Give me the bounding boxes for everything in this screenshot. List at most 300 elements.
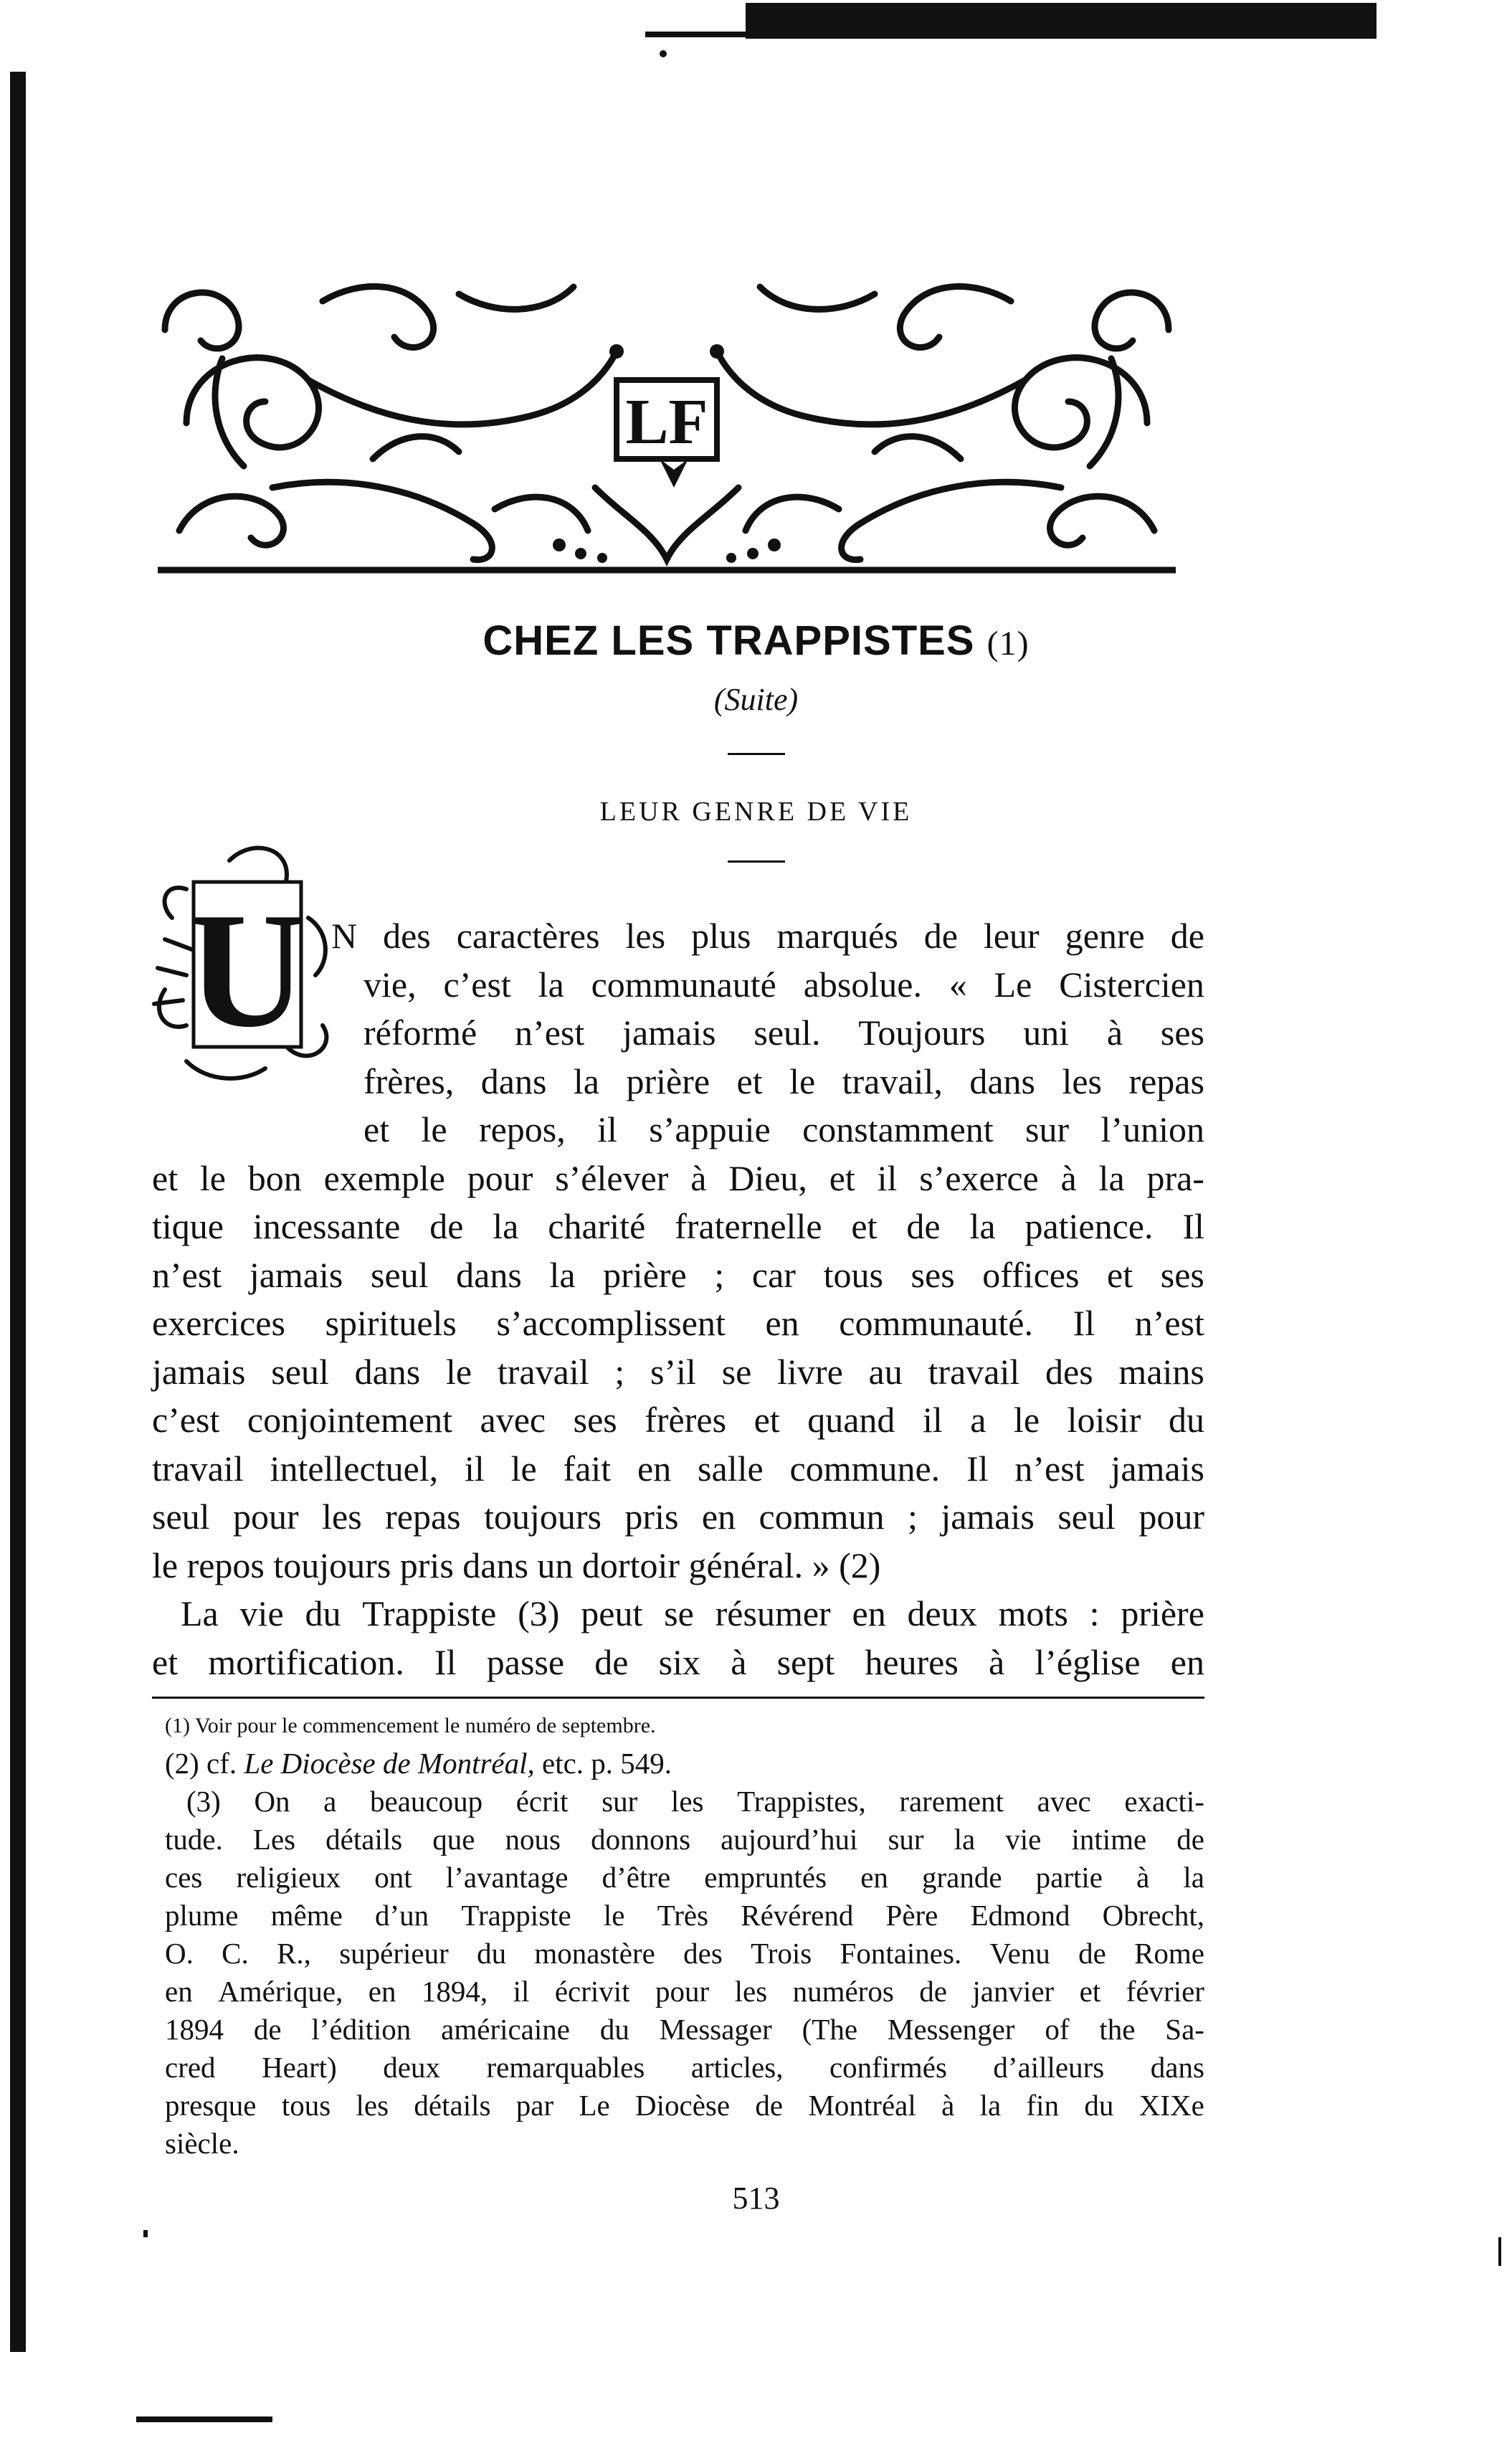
word: ; [907, 1497, 918, 1537]
word: en [637, 1448, 672, 1489]
word: exacti- [1124, 1785, 1204, 1818]
word: of [1045, 2013, 1070, 2046]
word: le [199, 1157, 226, 1198]
word: et [753, 1400, 780, 1440]
word: empruntés [704, 1861, 827, 1894]
word: n’est [152, 1254, 222, 1295]
word: XIXe [1138, 2089, 1204, 2122]
word: incessante [252, 1206, 401, 1246]
word: aujourd’hui [721, 1823, 858, 1856]
scan-mark-left [143, 2230, 148, 2237]
word: intime [1071, 1823, 1147, 1856]
word: la [954, 1823, 976, 1856]
word: Amérique, [218, 1975, 343, 2008]
word: (3) [186, 1785, 221, 1818]
word: fait [563, 1448, 612, 1489]
footnote-2: (2) cf. Le Diocèse de Montréal, etc. p. 549. [165, 1747, 672, 1780]
word: Messager [659, 2013, 772, 2046]
text-line [152, 1445, 1204, 1494]
word: résumer [715, 1593, 831, 1633]
word: en [860, 1861, 888, 1894]
word: Il [966, 1448, 989, 1489]
word: repas [1128, 1061, 1204, 1101]
word: jamais [941, 1497, 1035, 1537]
page-number: 513 [732, 2181, 780, 2216]
word: dans [1150, 2051, 1204, 2084]
word: heures [865, 1641, 959, 1682]
word: loisir [1067, 1400, 1141, 1440]
word: tude. [165, 1823, 223, 1856]
word: au [868, 1351, 903, 1392]
word: Heart) [262, 2051, 337, 2084]
word: la [1098, 1157, 1125, 1198]
word: fraternelle [675, 1206, 822, 1246]
word: s’élever [555, 1157, 669, 1198]
word: Venu [989, 1937, 1050, 1970]
word: des [1045, 1351, 1093, 1392]
word: travail [497, 1351, 589, 1392]
footnote-1: (1) Voir pour le commencement le numéro de septembre. [165, 1714, 656, 1737]
word: Cistercien [1059, 964, 1204, 1005]
word: les [625, 916, 666, 956]
word: l’avantage [445, 1861, 569, 1894]
word: pour [467, 1157, 533, 1198]
word: la [549, 1254, 576, 1295]
word: conjointement [247, 1400, 452, 1440]
word: tous [281, 2089, 331, 2122]
word: intellectuel, [270, 1448, 439, 1489]
word: de [755, 2089, 784, 2122]
word: c’est [152, 1400, 220, 1440]
word: leur [983, 916, 1040, 956]
scan-mark-right [1498, 2237, 1501, 2266]
word: caractères [456, 916, 600, 956]
word: prière [626, 1061, 710, 1101]
word: il [465, 1448, 485, 1489]
word: le [510, 1448, 537, 1489]
word: a [970, 1400, 986, 1440]
word: religieux [236, 1861, 341, 1894]
word: plus [691, 916, 751, 956]
word: quand [807, 1400, 895, 1440]
word: de [594, 1641, 629, 1682]
word: constamment [802, 1109, 994, 1149]
word: ont [374, 1861, 412, 1894]
word: Il [1073, 1303, 1095, 1343]
word: ces [165, 1861, 203, 1894]
word: réformé [363, 1012, 477, 1053]
word: par [515, 2089, 554, 2122]
word: ; [614, 1351, 625, 1392]
word: le [603, 1899, 625, 1932]
word: beaucoup [370, 1785, 483, 1818]
text-line [152, 912, 1204, 961]
page-subtitle: (Suite) [713, 682, 799, 717]
headpiece-monogram: LF [625, 386, 708, 457]
ornamental-headpiece [158, 272, 1176, 574]
word: de [1176, 1823, 1204, 1856]
word: Très [657, 1899, 709, 1932]
word: l’union [1100, 1109, 1204, 1149]
word: nous [505, 1823, 561, 1856]
word: communauté [591, 964, 776, 1005]
text-line: le repos toujours pris dans un dortoir général. » (2) [152, 1545, 881, 1585]
word: ; [714, 1254, 725, 1295]
word: Rome [1134, 1937, 1204, 1970]
word: la [979, 2089, 1002, 2122]
word: sur [1025, 1109, 1070, 1149]
word: toujours [484, 1497, 602, 1537]
word: en [165, 1975, 193, 2008]
word: du [477, 1937, 507, 1970]
word: travail, [842, 1061, 943, 1101]
word: les [356, 2089, 389, 2122]
word: a [323, 1785, 337, 1818]
word: en [368, 1975, 396, 2008]
word: frères, [363, 1061, 455, 1101]
word: du [1084, 2089, 1114, 2122]
word: frères [645, 1400, 727, 1440]
word: Le [579, 2089, 610, 2122]
word: Dieu, [728, 1157, 807, 1198]
word: Messenger [887, 2013, 1015, 2046]
word: Toujours [858, 1012, 986, 1053]
word: la [493, 1206, 519, 1246]
footnote-separator [152, 1697, 1204, 1699]
word: Fontaines. [840, 1937, 962, 1970]
word: seul. [753, 1012, 821, 1053]
word: américaine [441, 2013, 570, 2046]
word: à [989, 1641, 1005, 1682]
word: C. [222, 1937, 249, 1970]
footnote-3: (3) On a beaucoup écrit sur les Trappistes, rarement avec exacti- tude. Les détails que nous donnons aujourd’hui sur la vie intime de ces religieux ont l’avantage d’être empruntés en grande partie à la plume même d’un Trappiste le Très Révérend Père Edmond Obrecht, O. C. R., supérieur du monastère des Trois Fontaines. Venu de Rome en Amérique, en 1894, il écrivit pour les numéros de janvier et février 1894 de l’édition américaine du Messager (The Messenger of the Sa- cred Heart) deux remarquables articles, confirmés d’ailleurs dans presque tous les détails par Le Diocèse de Montréal à la fin du XIXe siècle. [165, 1783, 1204, 2163]
text-line [152, 1638, 1204, 1687]
divider-rule [728, 860, 785, 863]
word: s’il [650, 1351, 696, 1392]
word: Trappiste [461, 1899, 571, 1932]
word: absolue. [803, 964, 922, 1005]
word: pour [655, 1975, 710, 2008]
word: les [322, 1497, 362, 1537]
word: s’accomplissent [496, 1303, 726, 1343]
word: pour [233, 1497, 299, 1537]
word: en [852, 1593, 886, 1633]
word: et [851, 1206, 878, 1246]
word: n’est [515, 1012, 585, 1053]
word: Il [434, 1641, 457, 1682]
word: en [1170, 1641, 1204, 1682]
word: jamais [622, 1012, 716, 1053]
word: fin [1026, 2089, 1060, 2122]
word: jamais [249, 1254, 343, 1295]
word: rarement [899, 1785, 1004, 1818]
word: se [721, 1351, 752, 1392]
word: d’ailleurs [993, 2051, 1105, 2084]
word: Révérend [741, 1899, 854, 1932]
text-line [152, 1251, 1204, 1300]
word: de [919, 1975, 947, 2008]
word: il [877, 1157, 898, 1198]
word: mortification. [208, 1641, 404, 1682]
text-line [152, 1590, 1204, 1638]
word: du [1168, 1400, 1204, 1440]
word: O. [165, 1937, 194, 1970]
word: repos, [478, 1109, 566, 1149]
word: uni [1023, 1012, 1070, 1053]
word: du [305, 1593, 341, 1633]
word: Père [885, 1899, 938, 1932]
word: des [383, 916, 431, 956]
word: travail [928, 1351, 1020, 1392]
word: prière [603, 1254, 687, 1295]
word: à [690, 1157, 707, 1198]
word: Trappistes, [737, 1785, 866, 1818]
word: Edmond [970, 1899, 1070, 1932]
scan-border-top-thin [645, 32, 1362, 37]
word: On [254, 1785, 290, 1818]
word: travail [152, 1448, 244, 1489]
word: partie [1035, 1861, 1103, 1894]
word: presque [165, 2089, 257, 2122]
word: c’est [443, 964, 511, 1005]
word: se [664, 1593, 694, 1633]
title-text: CHEZ LES TRAPPISTES [482, 617, 975, 664]
word: et [363, 1109, 390, 1149]
word: jamais [1111, 1448, 1204, 1489]
word: le [421, 1109, 447, 1149]
word: Diocèse [635, 2089, 731, 2122]
text-line [152, 1106, 1204, 1154]
word: Sa- [1165, 2013, 1204, 2046]
word: du [599, 2013, 629, 2046]
word: seul [1057, 1497, 1116, 1537]
text-line [152, 1154, 1204, 1203]
word: prière [1121, 1593, 1204, 1633]
text-line [152, 1396, 1204, 1445]
word: à [1106, 1012, 1123, 1053]
word: vie [239, 1593, 284, 1633]
word: et [736, 1061, 763, 1101]
word: à [941, 2089, 955, 2122]
text-line [152, 1348, 1204, 1397]
word: à [1136, 1861, 1150, 1894]
word: repas [385, 1497, 461, 1537]
word: donnons [591, 1823, 691, 1856]
word: à [1060, 1157, 1077, 1198]
word: salle [698, 1448, 764, 1489]
word: charité [548, 1206, 646, 1246]
word: bon [247, 1157, 302, 1198]
word: écrit [515, 1785, 569, 1818]
word: s’exerce [919, 1157, 1039, 1198]
word: de [253, 2013, 282, 2046]
word: dans [354, 1351, 421, 1392]
word: patience. [1024, 1206, 1154, 1246]
word: mains [1118, 1351, 1204, 1392]
word: 1894 [165, 2013, 224, 2046]
word: spirituels [325, 1303, 457, 1343]
word: n’est [1014, 1448, 1085, 1489]
word: (The [802, 2013, 858, 2046]
page-title [0, 617, 1512, 665]
word: Obrecht, [1102, 1899, 1204, 1932]
word: de [1078, 1937, 1106, 1970]
word: « [948, 964, 967, 1005]
word: tous [823, 1254, 883, 1295]
word: détails [414, 2089, 491, 2122]
word: livre [777, 1351, 843, 1392]
text-line [152, 1009, 1204, 1058]
word: peut [581, 1593, 643, 1633]
word: sur [888, 1823, 924, 1856]
section-heading: LEUR GENRE DE VIE [599, 797, 913, 827]
word: ses [573, 1400, 617, 1440]
word: et [152, 1157, 179, 1198]
word: offices [982, 1254, 1080, 1295]
word: et [829, 1157, 855, 1198]
word: et [152, 1641, 179, 1682]
word: articles, [690, 2051, 784, 2084]
word: il [922, 1400, 943, 1440]
word: janvier [972, 1975, 1055, 2008]
word: supérieur [339, 1937, 449, 1970]
text-line [152, 1203, 1204, 1251]
word: la [538, 964, 564, 1005]
word: d’un [375, 1899, 429, 1932]
word: Trois [751, 1937, 812, 1970]
word: (3) [518, 1593, 560, 1633]
word: même [270, 1899, 343, 1932]
text-line [152, 1058, 1204, 1106]
footnotes [165, 1707, 1204, 2163]
word: Les [252, 1823, 296, 1856]
word: février [1126, 1975, 1204, 2008]
word: de [923, 916, 958, 956]
word: écrivit [554, 1975, 630, 2008]
word: vie [1005, 1823, 1042, 1856]
word: ses [1160, 1012, 1204, 1053]
word: La [181, 1593, 219, 1633]
word: tique [152, 1206, 224, 1246]
word: Montréal [808, 2089, 916, 2122]
word: l’église [1035, 1641, 1141, 1682]
word: sur [602, 1785, 638, 1818]
word: le [1014, 1400, 1040, 1440]
word: the [1099, 2013, 1136, 2046]
scan-border-left [10, 72, 26, 2352]
word: Le [994, 964, 1032, 1005]
word: ses [1160, 1254, 1204, 1295]
word: marqués [776, 916, 898, 956]
word: genre [1065, 916, 1145, 956]
body-text [152, 912, 1204, 1687]
word: confirmés [829, 2051, 947, 2084]
word: exemple [323, 1157, 445, 1198]
word: R., [277, 1937, 311, 1970]
word: et [1107, 1254, 1133, 1295]
word: d’être [602, 1861, 671, 1894]
word: n’est [1134, 1303, 1204, 1343]
word: cred [165, 2051, 216, 2084]
word: Trappiste [362, 1593, 497, 1633]
word: passe [486, 1641, 565, 1682]
word: dans [456, 1254, 522, 1295]
title-footnote-ref: (1) [986, 625, 1030, 663]
word: numéros [792, 1975, 894, 2008]
word: grande [921, 1861, 1002, 1894]
word: Il [1182, 1206, 1204, 1246]
word: mots [998, 1593, 1068, 1633]
word: pour [1138, 1497, 1204, 1537]
text-line [152, 961, 1204, 1010]
word: avec [480, 1400, 546, 1440]
word: il [513, 1975, 530, 2008]
word: des [683, 1937, 723, 1970]
word: deux [383, 2051, 440, 2084]
word: vie, [363, 964, 417, 1005]
word: seul [152, 1497, 210, 1537]
word: sept [776, 1641, 835, 1682]
word: et [1079, 1975, 1101, 2008]
word: N [331, 916, 358, 956]
word: car [751, 1254, 796, 1295]
word: seul [370, 1254, 429, 1295]
word: ses [910, 1254, 955, 1295]
word: dans [480, 1061, 547, 1101]
word: de [429, 1206, 464, 1246]
word: la [573, 1061, 599, 1101]
word: en [765, 1303, 799, 1343]
word: s’appuie [649, 1109, 771, 1149]
word: 1894, [421, 1975, 488, 2008]
word: le [446, 1351, 472, 1392]
word: commune. [789, 1448, 941, 1489]
word: exercices [152, 1303, 285, 1343]
word: l’édition [311, 2013, 412, 2046]
scan-speck [660, 50, 667, 57]
word: dans [969, 1061, 1035, 1101]
word: de [1170, 916, 1204, 956]
word: les [1062, 1061, 1102, 1101]
scan-border-bottom [136, 2416, 272, 2422]
divider-rule [728, 753, 785, 755]
word: jamais [152, 1351, 246, 1392]
word: il [597, 1109, 617, 1149]
word: plume [165, 1899, 239, 1932]
word: détails [325, 1823, 403, 1856]
word: pris [624, 1497, 679, 1537]
word: pra- [1146, 1157, 1204, 1198]
word: de [906, 1206, 941, 1246]
word: à [731, 1641, 747, 1682]
word: communauté. [839, 1303, 1034, 1343]
word: le [789, 1061, 816, 1101]
word: les [670, 1785, 704, 1818]
word: remarquables [486, 2051, 645, 2084]
word: en [701, 1497, 736, 1537]
word: commun [759, 1497, 885, 1537]
drop-cap-letter: U [187, 878, 308, 1061]
text-line [152, 1493, 1204, 1542]
word: la [1183, 1861, 1204, 1894]
word: avec [1037, 1785, 1091, 1818]
word: : [1089, 1593, 1100, 1633]
word: que [432, 1823, 475, 1856]
word: les [734, 1975, 768, 2008]
word: la [969, 1206, 996, 1246]
word: deux [907, 1593, 977, 1633]
word: seul [271, 1351, 329, 1392]
